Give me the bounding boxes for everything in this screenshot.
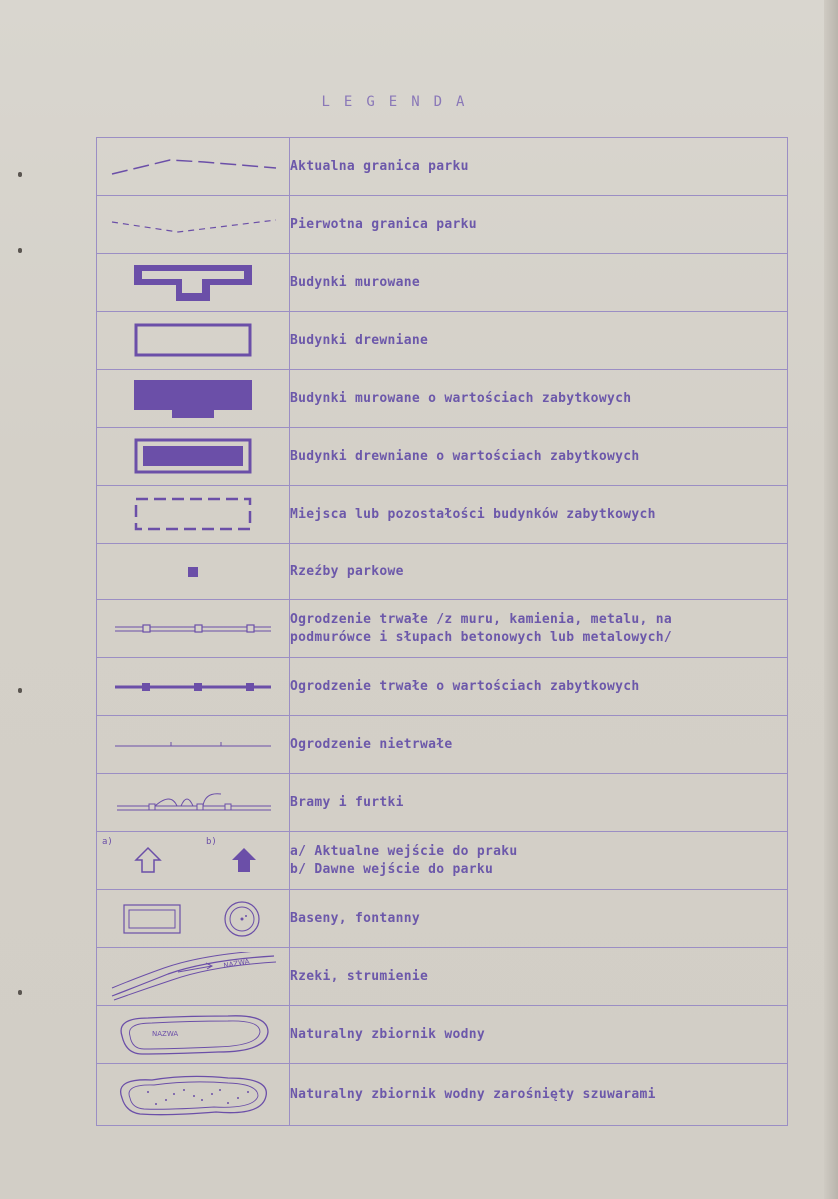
entrance-current-arrow-icon [136,848,160,872]
zbiornik-symbol [97,1006,290,1064]
legend-row [97,254,788,312]
legend-label: Pierwotna granica parku [290,196,788,254]
legend-row [97,370,788,428]
ogrodzenie-nietrwale-symbol [97,716,290,774]
aktualna-granica-symbol [97,138,290,196]
legend-label-two-line [290,832,788,890]
legend-table [96,137,788,1126]
legend-row [97,774,788,832]
rzezby-symbol [97,544,290,600]
legend-label: Naturalny zbiornik wodny zarośnięty szuwarami [290,1064,788,1126]
legend-label: a/ Aktualne wejście do praku [290,843,518,859]
entrance-old-arrow-icon [232,848,256,872]
punch-hole [18,172,22,177]
legend-row [97,600,788,658]
legend-row [97,832,788,890]
punch-hole [18,248,22,253]
legend-row [97,138,788,196]
legend-label-two-line [290,600,788,658]
legend-row [97,1006,788,1064]
zbiornik-szuwary-symbol [97,1064,290,1126]
legend-label: Ogrodzenie trwałe /z muru, kamienia, metalu, na [290,611,672,627]
legend-row [97,428,788,486]
legend-label: Bramy i furtki [290,774,788,832]
legend-label: Budynki drewniane o wartościach zabytkowych [290,428,788,486]
legend-label-continued: b/ Dawne wejście do parku [290,861,494,877]
ogrodzenie-trwale-symbol [97,600,290,658]
lake-name-text: NAZWA [152,1029,179,1038]
legend-label: Naturalny zbiornik wodny [290,1006,788,1064]
legend-row [97,544,788,600]
budynki-murowane-symbol [97,254,290,312]
legend-row [97,312,788,370]
reed-dots-icon [147,1089,249,1105]
marker-a: a) [102,836,113,847]
page-edge [824,0,838,1199]
wejscie-symbol [97,832,290,890]
punch-hole [18,688,22,693]
legend-label: Aktualna granica parku [290,138,788,196]
legend-row [97,1064,788,1126]
budynki-drewniane-symbol [97,312,290,370]
budynki-drewniane-zabytkowe-symbol [97,428,290,486]
pierwotna-granica-symbol [97,196,290,254]
legend-label: Ogrodzenie trwałe o wartościach zabytkowych [290,658,788,716]
punch-hole [18,990,22,995]
legend-row [97,196,788,254]
legend-row [97,486,788,544]
legend-label: Ogrodzenie nietrwałe [290,716,788,774]
legend-row [97,658,788,716]
legend-label: Rzeźby parkowe [290,544,788,600]
legend-row [97,948,788,1006]
legend-label: Budynki murowane o wartościach zabytkowych [290,370,788,428]
legend-label: Budynki drewniane [290,312,788,370]
bramy-furtki-symbol [97,774,290,832]
marker-b: b) [206,836,217,847]
budynki-murowane-zabytkowe-symbol [97,370,290,428]
legend-label: Miejsca lub pozostałości budynków zabytkowych [290,486,788,544]
legend-row [97,890,788,948]
legend-label: Baseny, fontanny [290,890,788,948]
river-name-text: NAZWA [222,957,251,970]
miejsca-pozostalosci-symbol [97,486,290,544]
legend-label: Budynki murowane [290,254,788,312]
legend-row [97,716,788,774]
baseny-symbol [97,890,290,948]
legend-label: Rzeki, strumienie [290,948,788,1006]
legend-label-continued: podmurówce i słupach betonowych lub metalowych/ [290,629,672,645]
page-title: LEGENDA [321,94,479,110]
ogrodzenie-zabytkowe-symbol [97,658,290,716]
rzeki-symbol [97,948,290,1006]
